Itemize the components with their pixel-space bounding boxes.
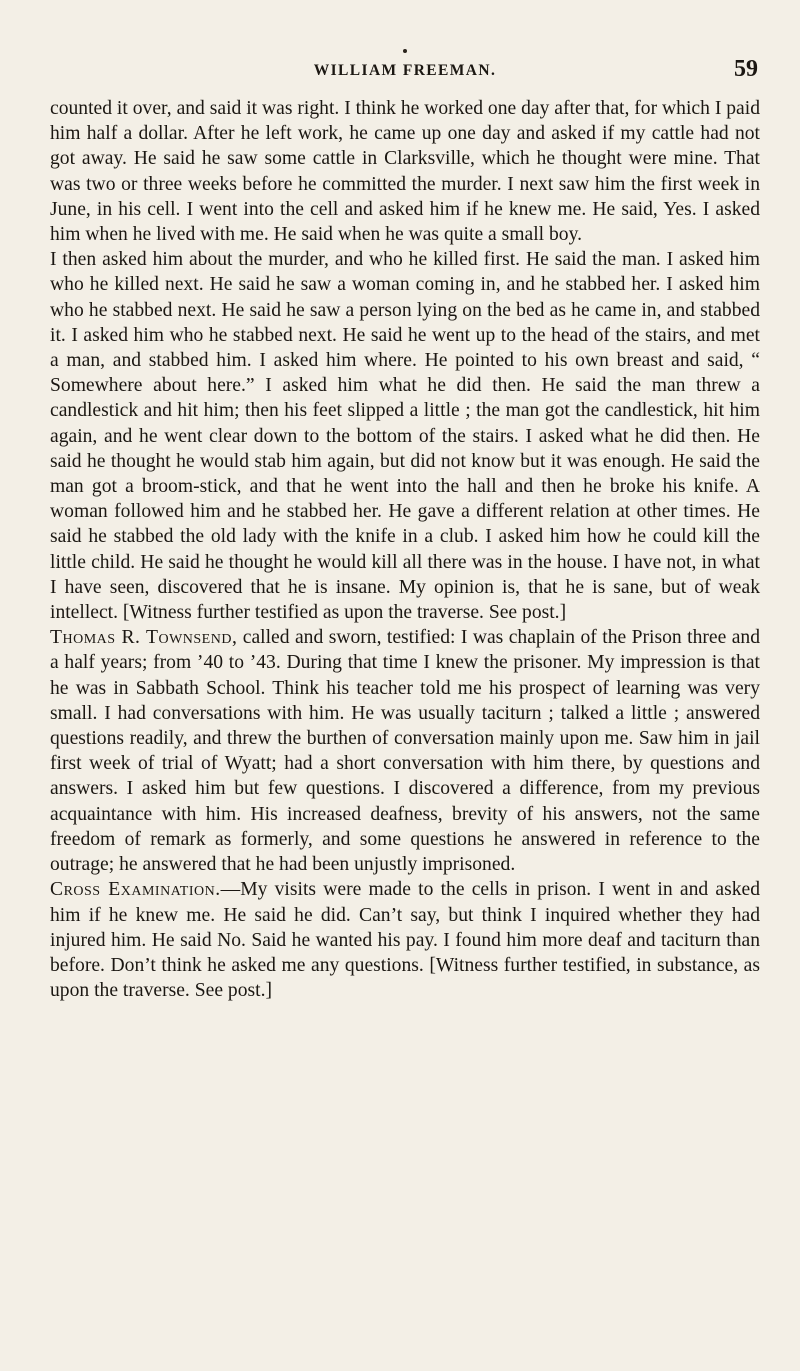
- paragraph: [50, 877, 760, 1003]
- paragraph: [50, 625, 760, 877]
- witness-name: Thomas R. Townsend,: [50, 627, 238, 649]
- paragraph-text: called and sworn, testified: I was chaplain of the Prison three and a half years; from ’40 to ’43. During that time I knew the prisoner. My impression is that he was in Sabbath School. Think his teacher told me his prospect of learning was very small. I had conversations with him. He was usually taciturn ; talked a little ; answered questions readily, and threw the burthen of conversation mainly upon me. Saw him in jail first week of trial of Wyatt; had a short conversation with him there, by questions and answers. I asked him but few questions. I discovered a difference, from my previous acquaintance with him. His increased deafness, brevity of his answers, not the same freedom of remark as formerly, and some questions he answered in reference to the outrage; he answered that he had been unjustly imprisoned.: [50, 627, 760, 876]
- paragraph: [50, 96, 760, 247]
- paragraph: [50, 247, 760, 625]
- running-head: WILLIAM FREEMAN.: [50, 62, 760, 80]
- page-header: [50, 56, 760, 92]
- body-text: [50, 96, 760, 1003]
- paragraph-text: —My visits were made to the cells in prison. I went in and asked him if he knew me. He said he did. Can’t say, but think I inquired whether they had injured him. He said No. Said he wanted his pay. I found him more deaf and taciturn than before. Don’t think he asked me any questions. [Witness further testified, in substance, as upon the traverse. See post.]: [50, 879, 760, 1002]
- page-number: 59: [734, 56, 758, 82]
- paragraph-text: counted it over, and said it was right. I think he worked one day after that, for which I paid him half a dollar. After he left work, he came up one day and asked if my cattle had not got away. He said he saw some cattle in Clarksville, which he thought were mine. That was two or three weeks before he committed the murder. I next saw him the first week in June, in his cell. I went into the cell and asked him if he knew me. He said, Yes. I asked him when he lived with me. He said when he was quite a small boy.: [50, 98, 760, 246]
- paragraph-text: I then asked him about the murder, and who he killed first. He said the man. I asked him who he killed next. He said he saw a woman coming in, and he stabbed her. I asked him who he stabbed next. He said he saw a person lying on the bed as he came in, and stabbed it. I asked him who he stabbed next. He said he went up to the head of the stairs, and met a man, and stabbed him. I asked him where. He pointed to his own breast and said, “ Somewhere about here.” I asked him what he did then. He said the man threw a candlestick and hit him; then his feet slipped a little ; the man got the candlestick, hit him again, and he went clear down to the bottom of the stairs. I asked what he did then. He said he thought he would stab him again, but did not know but it was enough. He said the man got a broom-stick, and that he went into the hall and then he broke his knife. A woman followed him and he stabbed her. He gave a different relation at other times. He said he stabbed the old lady with the knife in a club. I asked him how he could kill the little child. He said he thought he would kill all there was in the house. I have not, in what I have seen, discovered that he is insane. My opinion is, that he is sane, but of weak intellect. [Witness further testified as upon the traverse. See post.]: [50, 249, 760, 624]
- section-lead: Cross Examination.: [50, 879, 221, 901]
